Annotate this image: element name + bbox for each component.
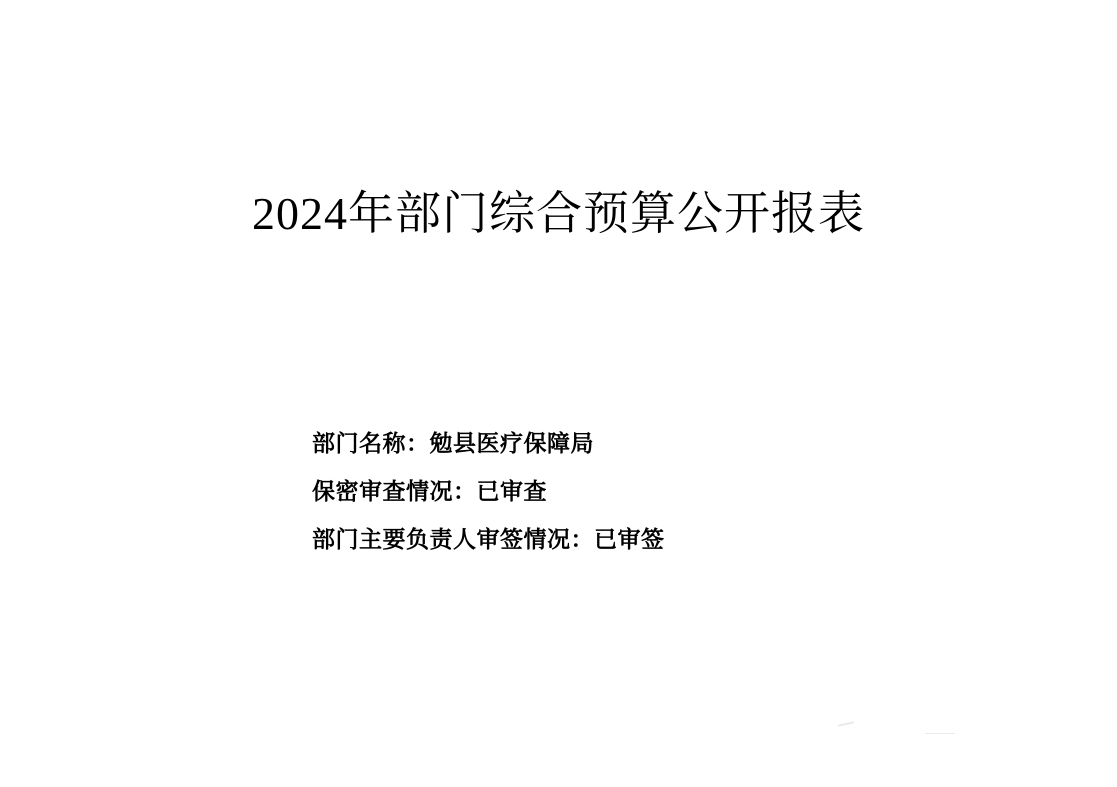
field-label-department-name: 部门名称： [312,430,430,456]
field-value-department-name: 勉县医疗保障局 [429,430,594,456]
scan-artifact-line [925,733,955,734]
field-value-confidentiality-review: 已审查 [476,478,547,504]
page-title: 2024年部门综合预算公开报表 [252,187,865,239]
field-label-head-signoff: 部门主要负责人审签情况： [312,526,594,552]
field-department-name [312,432,1012,455]
field-label-confidentiality-review: 保密审查情况： [312,478,477,504]
field-head-signoff [312,528,1012,551]
scan-artifact-mark [838,721,854,726]
field-value-head-signoff: 已审签 [594,526,665,552]
document-fields [312,432,1012,551]
field-confidentiality-review [312,480,1012,503]
